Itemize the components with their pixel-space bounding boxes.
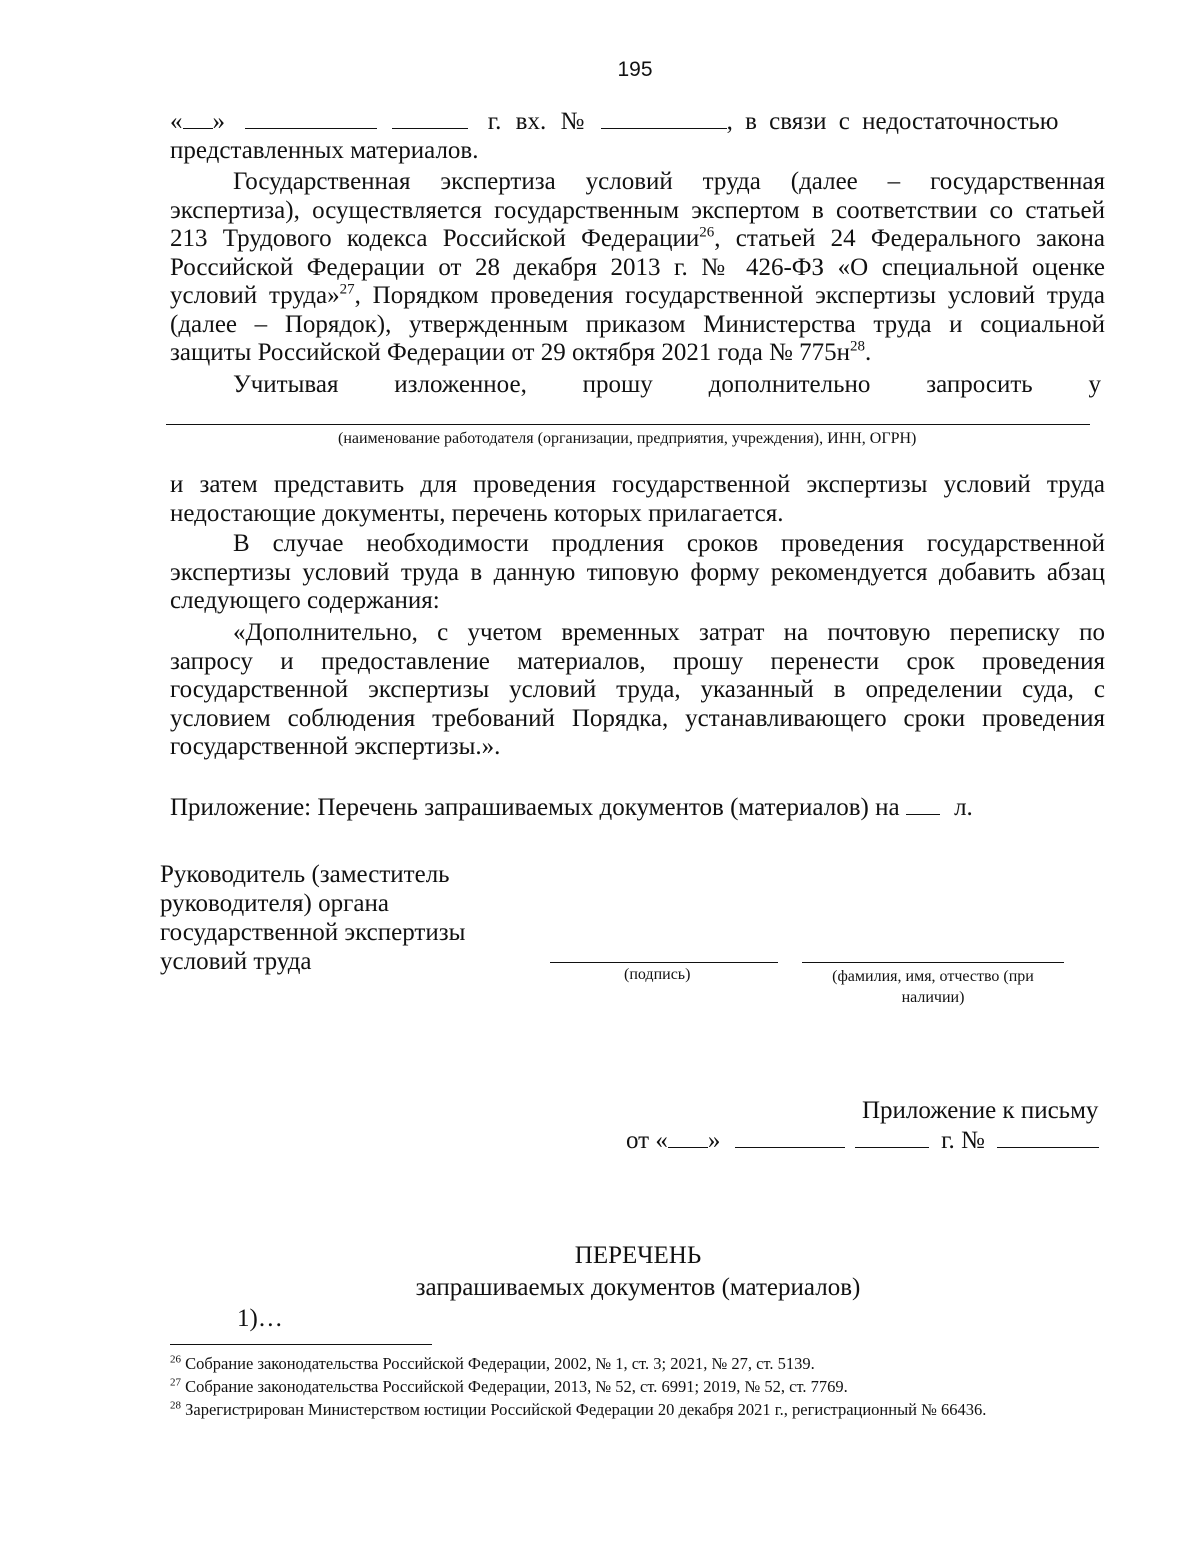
p5-line-3: государственной экспертизы условий труда, указанный в определении суда, с [170,676,1105,703]
employer-name-line [166,424,1090,425]
attachment-line [170,794,973,823]
attachment-suffix: л. [954,794,973,821]
p5-line-4: условием соблюдения требований Порядка, устанавливающего сроки проведения [170,704,1105,732]
p5-line-2: запросу и предоставление материалов, прошу перенести срок проведения [170,647,1105,675]
p4-line-2: экспертизы условий труда в данную типовую форму рекомендуется добавить абзац [170,558,1105,586]
signer-line-1: Руководитель (заместитель [160,861,450,888]
intro-line [170,108,1105,137]
paragraph-2: Учитывая изложенное, прошу дополнительно запросить у [233,371,1101,398]
p1-line-2: экспертиза), осуществляется государственным экспертом в соответствии со статьей [170,196,1105,224]
paragraph-1 [170,168,1105,368]
signer-title [160,860,465,976]
intro-inbound-label: г. вх. № [487,108,585,135]
name-caption: (фамилия, имя, отчество (при наличии) [832,968,1034,1006]
page-number: 195 [617,58,653,81]
list-item-1: 1)… [237,1305,283,1332]
intro-line-2: представленных материалов. [170,137,479,164]
footnote-ref-28: 28 [850,338,866,355]
footnote-ref-26: 26 [699,224,715,241]
p1-line-6: (далее – Порядок), утвержденным приказом Министерства труда и социальной [170,310,1105,338]
paragraph-3 [170,471,1105,528]
p5-line-5: государственной экспертизы.». [170,733,501,760]
appendix-title: Приложение к письму [862,1097,1099,1124]
name-line [802,962,1064,963]
p1-line-5: условий труда»$^{27}$, Порядком проведения государственной экспертизы условий труда [170,281,1105,309]
appendix-ref-line: от « » г. № [626,1127,1099,1156]
p1-line-4: Российской Федерации от 28 декабря 2013 г. № 426-ФЗ «О специальной оценке [170,253,1105,281]
quote-close: » [212,108,225,135]
p5-line-1: «Дополнительно, с учетом временных затрат на почтовую переписку по [233,619,1105,646]
p1-line-1: Государственная экспертиза условий труда (далее – государственная [233,168,1105,195]
footnote-27: $^{27}$ Собрание законодательства Российской Федерации, 2013, № 52, ст. 6991; 2019, № 52, ст. 7769. [170,1376,848,1396]
signature-line [550,962,778,963]
signer-line-4: условий труда [160,948,312,975]
signer-line-3: государственной экспертизы [160,919,466,946]
p1-line-7: защиты Российской Федерации от 29 октября 2021 года № $775н^{28}$. [170,338,872,366]
intro-tail: , в связи с недостаточностью [726,108,1059,135]
footnote-26: $^{26}$ Собрание законодательства Российской Федерации, 2002, № 1, ст. 3; 2021, № 27, ст. 5139. [170,1353,815,1373]
signature-caption: (подпись) [624,966,691,983]
signer-line-2: руководителя) органа [160,890,389,917]
p3-line-2: недостающие документы, перечень которых прилагается. [170,499,784,527]
footnote-separator [170,1344,432,1345]
quote-open: « [170,108,183,135]
paragraph-5 [170,619,1105,762]
p4-line-3: следующего содержания: [170,587,440,614]
footnote-ref-27: 27 [339,281,355,298]
p3-line-1: и затем представить для проведения государственной экспертизы условий труда [170,471,1105,498]
paragraph-4 [170,530,1105,616]
employer-caption: (наименование работодателя (организации, предприятия, учреждения), ИНН, ОГРН) [338,430,917,447]
footnote-28: $^{28}$ Зарегистрирован Министерством юстиции Российской Федерации 20 декабря 2021 г., регистрационный № 66436. [170,1399,987,1419]
attachment-text: Приложение: Перечень запрашиваемых документов (материалов) на [170,794,900,821]
p4-line-1: В случае необходимости продления сроков проведения государственной [233,530,1105,557]
list-subheading: запрашиваемых документов (материалов) [415,1274,861,1301]
p1-line-3: 213 Трудового кодекса Российской Федерации$^{26}$, статьей 24 Федерального закона [170,224,1105,252]
list-heading: ПЕРЕЧЕНЬ [574,1242,702,1269]
